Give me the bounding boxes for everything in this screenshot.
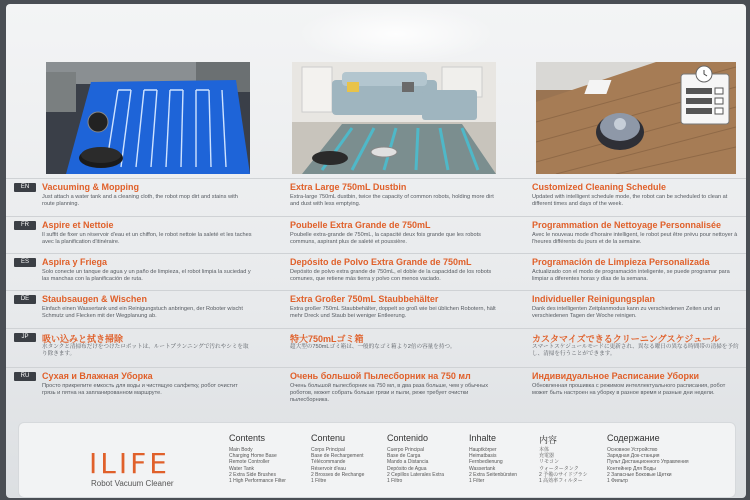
feature-title: Очень большой Пылесборник на 750 мл bbox=[290, 371, 471, 381]
feature-description: Il suffit de fixer un réservoir d'eau et un chiffon, le robot nettoie la saleté et les taches avec la planification d'itinéraire. bbox=[42, 232, 252, 245]
feature-title: カスタマイズできるクリーニングスケジュール bbox=[532, 334, 720, 344]
language-tag: EN bbox=[14, 183, 36, 192]
feature-title: 特大750mLゴミ箱 bbox=[290, 334, 364, 344]
feature-description: Dank des intelligenten Zeitplanmodus kann zu verschiedenen Zeiten und an verschiedenen Tagen der Woche reinigen. bbox=[532, 306, 721, 319]
feature-title: Сухая и Влажная Уборка bbox=[42, 371, 153, 381]
feature-description: 水タンクと清掃布だけをつけたロボットは、ルートプランニングで汚れやシミを取り除きます。 bbox=[42, 344, 249, 357]
feature-title: Индивидуальное Расписание Уборки bbox=[532, 371, 700, 381]
feature-title: Individueller Reinigungsplan bbox=[532, 294, 656, 304]
feature-description: Actualizado con el modo de programación inteligente, se puede programar para limpiar a diferentes horas y días de la semana. bbox=[532, 269, 730, 282]
row-divider bbox=[6, 290, 746, 291]
contents-heading: 内容 bbox=[539, 435, 558, 445]
ilife-logo: ILIFE bbox=[89, 447, 170, 480]
feature-description: Depósito de polvo extra grande de 750mL, el doble de la capacidad de los robots comunes, que retiene más tierra y polvo con menos vaciado. bbox=[290, 269, 492, 282]
feature-title: 吸い込みと拭き掃除 bbox=[42, 334, 124, 344]
feature-description: スマートスケジュールモードに更新され、異なる曜日の異なる時間帯の清掃を予約し、清掃を行うことができます。 bbox=[532, 344, 739, 357]
feature-description: Poubelle extra-grande de 750mL, la capacité deux fois grande que les robots communs, aspirant plus de saleté et poussière. bbox=[290, 232, 481, 245]
feature-description: Просто прикрепите емкость для воды и чистящую салфетку, робот очистит грязь и пятна на запланированном маршруте. bbox=[42, 383, 238, 396]
feature-title: Extra Großer 750mL Staubbehälter bbox=[290, 294, 439, 304]
row-divider bbox=[6, 178, 746, 179]
feature-title: Aspira y Friega bbox=[42, 257, 108, 267]
feature-title: Extra Large 750mL Dustbin bbox=[290, 182, 407, 192]
feature-title: Programmation de Nettoyage Personnalisée bbox=[532, 220, 722, 230]
feature-description: Avec le nouveau mode d'horaire intelligent, le robot peut être prévu pour nettoyer à l'heures différents du jours et de la semaine. bbox=[532, 232, 738, 245]
feature-title: Customized Cleaning Schedule bbox=[532, 182, 667, 192]
row-divider bbox=[6, 328, 746, 329]
contents-heading: Contents bbox=[229, 433, 266, 443]
product-box-panel bbox=[6, 4, 746, 498]
feature-description: Обновленная прошивка с режимом интеллектуального расписания, робот может быть настроен на уборку в разное время и разные дни недели. bbox=[532, 383, 726, 396]
contents-panel bbox=[18, 422, 736, 498]
feature-description: Extra-large 750mL dustbin, twice the capacity of common robots, holding more dirt and dust with less emptying. bbox=[290, 194, 494, 207]
light-glare bbox=[296, 4, 496, 64]
feature-title: Aspire et Nettoie bbox=[42, 220, 114, 230]
feature-description: Extra großer 750mL Staubbehälter, doppelt so groß wie bei üblichen Robotern, hält mehr Dreck und Staub bei weniger Entleerung. bbox=[290, 306, 496, 319]
language-tag: FR bbox=[14, 221, 36, 230]
contents-heading: Contenido bbox=[387, 433, 429, 443]
feature-title: Staubsaugen & Wischen bbox=[42, 294, 147, 304]
schedule-photo bbox=[536, 62, 736, 174]
row-divider bbox=[6, 253, 746, 254]
feature-description: Updated with intelligent schedule mode, the robot can be scheduled to clean at different times and days of the week. bbox=[532, 194, 728, 207]
feature-description: Очень большой пылесборник на 750 мл, в два раза больше, чем у обычных роботов, может собрать больше грязи и пыли, реже требует очистки пылесборника. bbox=[290, 383, 489, 403]
row-divider bbox=[6, 367, 746, 368]
language-tag: RU bbox=[14, 372, 36, 381]
living-room-photo bbox=[292, 62, 496, 174]
contents-list: Hauptkörper Heimatbasis Fernbedienung Wassertank 2 Extra Seitenbürsten 1 Filter bbox=[469, 447, 518, 485]
language-tag: JP bbox=[14, 333, 36, 342]
contents-list: Cuerpo Principal Base de Carga Mando a Distancia Depósito de Agua 2 Cepillos Laterales Extra 1 Filtro bbox=[387, 447, 444, 485]
contents-list: Основное Устройство Зарядная Док-станция Пульт Дистанционного Управления Контейнер Для Воды 2 Запасные Боковые Щетки 1 Фильтр bbox=[607, 447, 689, 485]
language-tag: DE bbox=[14, 295, 36, 304]
logo-tagline: Robot Vacuum Cleaner bbox=[91, 479, 174, 488]
contents-heading: Inhalte bbox=[469, 433, 497, 443]
feature-title: Vacuuming & Mopping bbox=[42, 182, 139, 192]
contents-heading: Contenu bbox=[311, 433, 346, 443]
mopping-floor-photo bbox=[46, 62, 250, 174]
feature-description: 超大型の750mLゴミ箱は、一般的なゴミ箱より2倍の容量を持つ。 bbox=[290, 344, 456, 350]
language-tag: ES bbox=[14, 258, 36, 267]
feature-description: Einfach einen Wassertank und ein Reinigungstuch anbringen, der Roboter wischt Schmutz und Flecken mit der Wegplanung ab. bbox=[42, 306, 243, 319]
feature-title: Poubelle Extra Grande de 750mL bbox=[290, 220, 431, 230]
feature-description: Solo conecte un tanque de agua y un paño de limpieza, el robot limpia la suciedad y las manchas con la planificación de ruta. bbox=[42, 269, 251, 282]
feature-description: Just attach a water tank and a cleaning cloth, the robot mop dirt and stains with route planning. bbox=[42, 194, 238, 207]
feature-title: Depósito de Polvo Extra Grande de 750mL bbox=[290, 257, 472, 267]
feature-title: Programación de Limpieza Personalizada bbox=[532, 257, 710, 267]
contents-list: Corps Principal Base de Rechargement Télécommande Réservoir d'eau 2 Brosses de Rechange 1 Filtre bbox=[311, 447, 365, 485]
contents-list: Main Body Charging Home Base Remote Controller Water Tank 2 Extra Side Brushes 1 High Performance Filter bbox=[229, 447, 286, 485]
contents-list: 本体 充電器 リモコン ウォータータンク 2 予備のサイドブラシ 1 高効率フィルター bbox=[539, 447, 588, 485]
row-divider bbox=[6, 216, 746, 217]
contents-heading: Содержание bbox=[607, 433, 660, 443]
